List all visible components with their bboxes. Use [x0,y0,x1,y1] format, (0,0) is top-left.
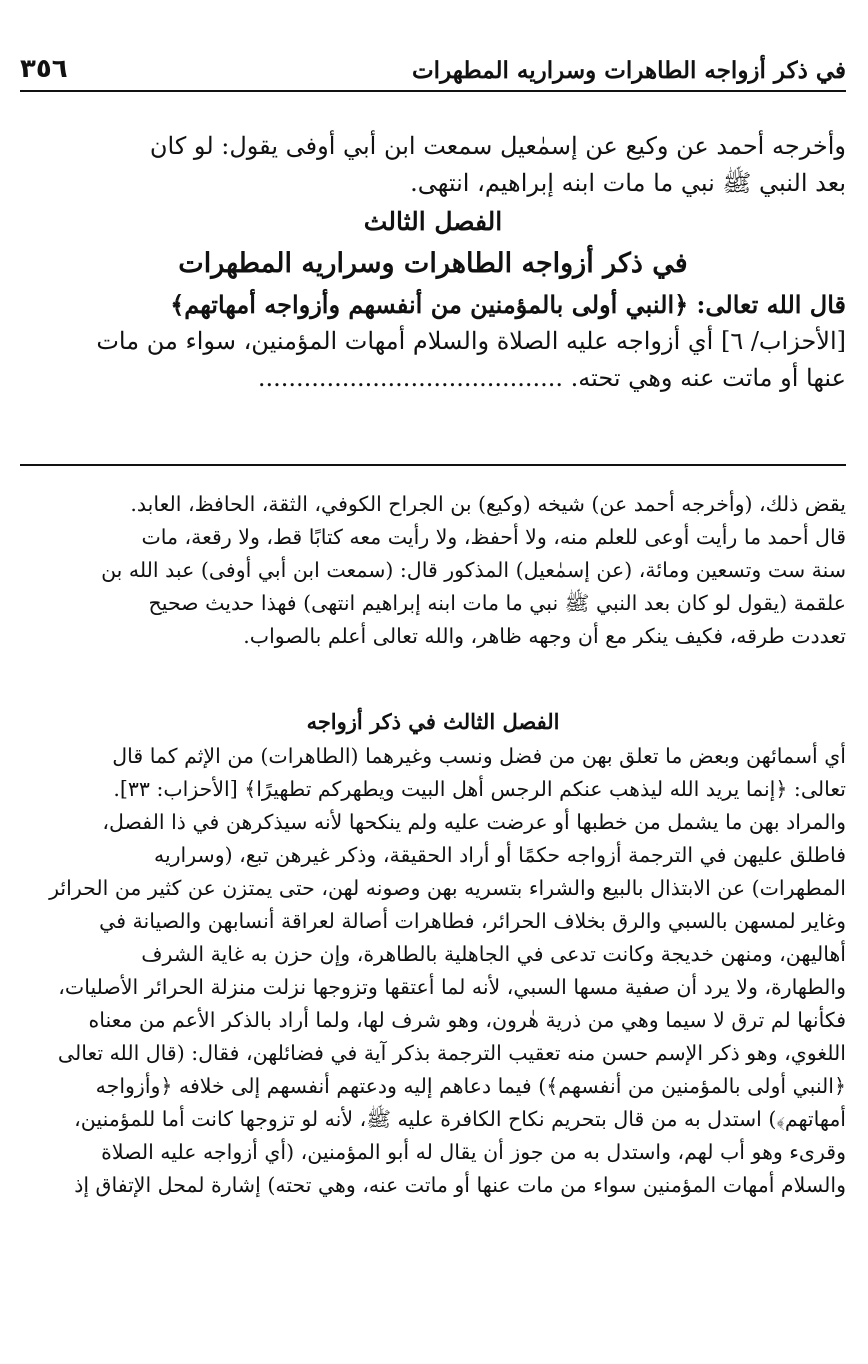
commentary-line: وقرىء وهو أب لهم، واستدل به من جوز أن يقال له أبو المؤمنين، (أي أزواجه عليه الصلاة [101,1140,846,1164]
main-line: بعد النبي ﷺ نبي ما مات ابنه إبراهيم، انتهى. [410,169,846,197]
commentary-line: علقمة (يقول لو كان بعد النبي ﷺ نبي ما مات ابنه إبراهيم انتهى) فهذا حديث صحيح [148,591,846,615]
commentary-line: فاطلق عليهن في الترجمة أزواجه حكمًا أو أراد الحقيقة، وذكر غيرهن تبع، (وسراريه [153,843,846,867]
page-number: ٣٥٦ [20,54,68,84]
commentary-line: والمراد بهن ما يشمل من خطبها أو عرضت عليه ولم ينكحها لأنه سيذكرهن في ذا الفصل، [102,810,846,834]
commentary-line: والطهارة، ولا يرد أن صفية مسها السبي، لأنه لما أعتقها وتزوجها نزلت منزلة الحرائر الأصليات، [58,975,846,999]
chapter-heading: في ذكر أزواجه الطاهرات وسراريه المطهرات [178,248,688,279]
verse-line: [الأحزاب/ ٦] أي أزواجه عليه الصلاة والسلام أمهات المؤمنين، سواء من مات [96,327,846,355]
commentary-line: أهاليهن، ومنهن خديجة وكانت تدعى في الجاهلية بالطاهرة، وإن حزن به غاية الشرف [141,942,846,966]
verse-intro: قال الله تعالى: ﴿النبي أولى بالمؤمنين من أنفسهم وأزواجه أمهاتهم﴾ [170,290,846,319]
commentary-line: يقض ذلك، (وأخرجه أحمد عن) شيخه (وكيع) بن الجراح الكوفي، الثقة، الحافظ، العابد. [130,492,846,516]
commentary-line: فكأنها لم ترق لا سيما وهي من ذرية هٰرون، وهو شرف لها، ولما أراد بالذكر الأعم من معناه [88,1008,846,1032]
commentary-line: سنة ست وتسعين ومائة، (عن إسمٰعيل) المذكور قال: (سمعت ابن أبي أوفى) عبد الله بن [101,558,846,582]
commentary-line: وغاير لمسهن بالسبي والرق بخلاف الحرائر، فطاهرات أصالة لعراقة أنسابهن والصيانة في [99,909,846,933]
commentary-line: اللغوي، وهو ذكر الإسم حسن منه تعقيب الترجمة بذكر آية في فضائلهن، فقال: (قال الله تعالى [57,1041,846,1065]
commentary-line: أي أسمائهن وبعض ما تعلق بهن من فضل ونسب وغيرهما (الطاهرات) من الإثم كما قال [112,744,846,768]
page-header [20,44,846,92]
verse-line: عنها أو ماتت عنه وهي تحته. ........................................ [257,364,846,392]
commentary-heading: الفصل الثالث في ذكر أزواجه [306,709,560,734]
running-title: في ذكر أزواجه الطاهرات وسراريه المطهرات [412,57,846,84]
commentary-top [20,488,846,653]
commentary-line: تعددت طرقه، فكيف ينكر مع أن وجهه ظاهر، والله تعالى أعلم بالصواب. [243,624,846,648]
main-text [20,128,846,397]
commentary-line: قال أحمد ما رأيت أوعى للعلم منه، ولا أحفظ، ولا رأيت معه كتابًا قط، ولا رقعة، مات [141,525,846,549]
commentary-line: ﴿النبي أولى بالمؤمنين من أنفسهم﴾) فيما دعاهم إليه ودعتهم أنفسهم إلى خلافه ﴿وأزواجه [95,1074,846,1098]
commentary-line: والسلام أمهات المؤمنين سواء من مات عنها أو ماتت عنه، وهي تحته) إشارة لمحل الإتفاق إذ [74,1173,846,1197]
commentary-bottom [20,704,846,1202]
commentary-line: أمهاتهم﴾) استدل به من قال بتحريم نكاح الكافرة عليه ﷺ، لأنه لو تزوجها كانت أما للمؤمنين، [74,1107,846,1131]
chapter-title: الفصل الثالث [363,207,503,236]
commentary-line: تعالى: ﴿إنما يريد الله ليذهب عنكم الرجس أهل البيت ويطهركم تطهيرًا﴾ [الأحزاب: ٣٣]. [113,777,846,801]
commentary-line: المطهرات) عن الابتذال بالبيع والشراء بتسريه بهن وصونه لهن، حتى يمتزن عن كثير من الحرائر [49,876,846,900]
footnote-divider [20,464,846,466]
main-line: وأخرجه أحمد عن وكيع عن إسمٰعيل سمعت ابن أبي أوفى يقول: لو كان [149,132,846,160]
